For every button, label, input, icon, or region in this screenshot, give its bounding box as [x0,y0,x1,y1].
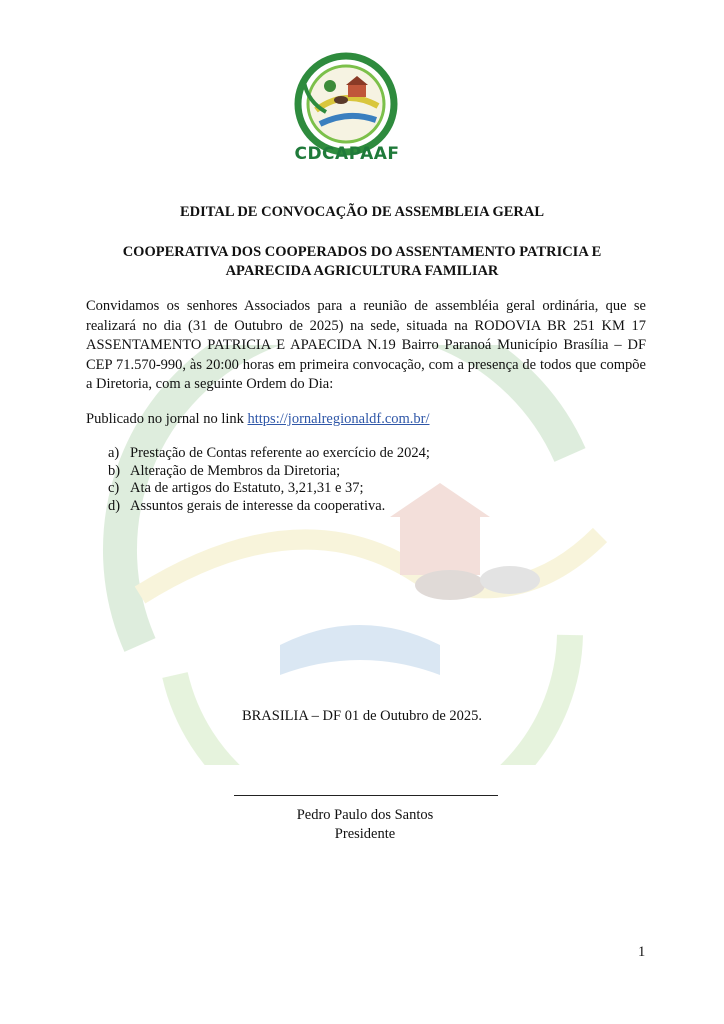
signature-block [0,806,724,844]
agenda-item [108,498,430,516]
organization-name-line2: APARECIDA AGRICULTURA FAMILIAR [225,263,499,279]
signature-line [234,795,498,796]
agenda-item-letter: a) [108,445,120,461]
agenda-item-text: Alteração de Membros da Diretoria; [130,462,341,479]
document-title: EDITAL DE CONVOCAÇÃO DE ASSEMBLEIA GERAL [179,204,545,220]
agenda-item-text: Ata de artigos do Estatuto, 3,21,31 e 37; [130,480,364,496]
organization-name-line1: COOPERATIVA DOS COOPERADOS DO ASSENTAMENTO PATRICIA E [122,244,602,260]
newspaper-link[interactable]: https://jornalregionaldf.com.br/ [247,411,430,427]
agenda-item-letter: b) [108,462,121,479]
agenda-item [108,445,430,463]
agenda-item [108,480,430,498]
sede-address: RODOVIA BR 251 KM 17 ASSENTAMENTO PATRICIA E APAECIDA N.19 [86,317,646,353]
date-line: BRASILIA – DF 01 de Outubro de 2025. [241,708,483,724]
agenda-item-text: Prestação de Contas referente ao exercício de 2024; [130,445,430,461]
invitation-text-end: Bairro Paranoá Município Brasília – DF CEP 71.570-990, às 20:00 horas em primeira convocação, com a presença de todos que compõe a Diretoria, com a seguinte Ordem do Dia: [86,337,647,392]
invitation-paragraph [86,297,646,395]
publication-note [86,410,646,430]
agenda-list [108,445,430,515]
publication-prefix: Publicado no jornal no link [86,411,248,427]
agenda-item-text: Assuntos gerais de interesse da cooperativa. [130,497,386,514]
page-number: 1 [638,944,646,960]
invitation-text-start: Convidamos os senhores Associados para a reunião de assembléia geral ordinária, que se realizará no dia (31 de Outubro de 2025) na sede, situada na [86,298,646,334]
organization-name [0,243,724,281]
signer-role: Presidente [334,826,396,842]
agenda-item-letter: d) [108,497,121,514]
agenda-item-letter: c) [108,480,120,496]
brand-name: CDCAPAAF [294,144,400,164]
signer-name: Pedro Paulo dos Santos [296,807,434,823]
cooperative-watermark-logo [100,345,640,765]
agenda-item [108,463,430,481]
